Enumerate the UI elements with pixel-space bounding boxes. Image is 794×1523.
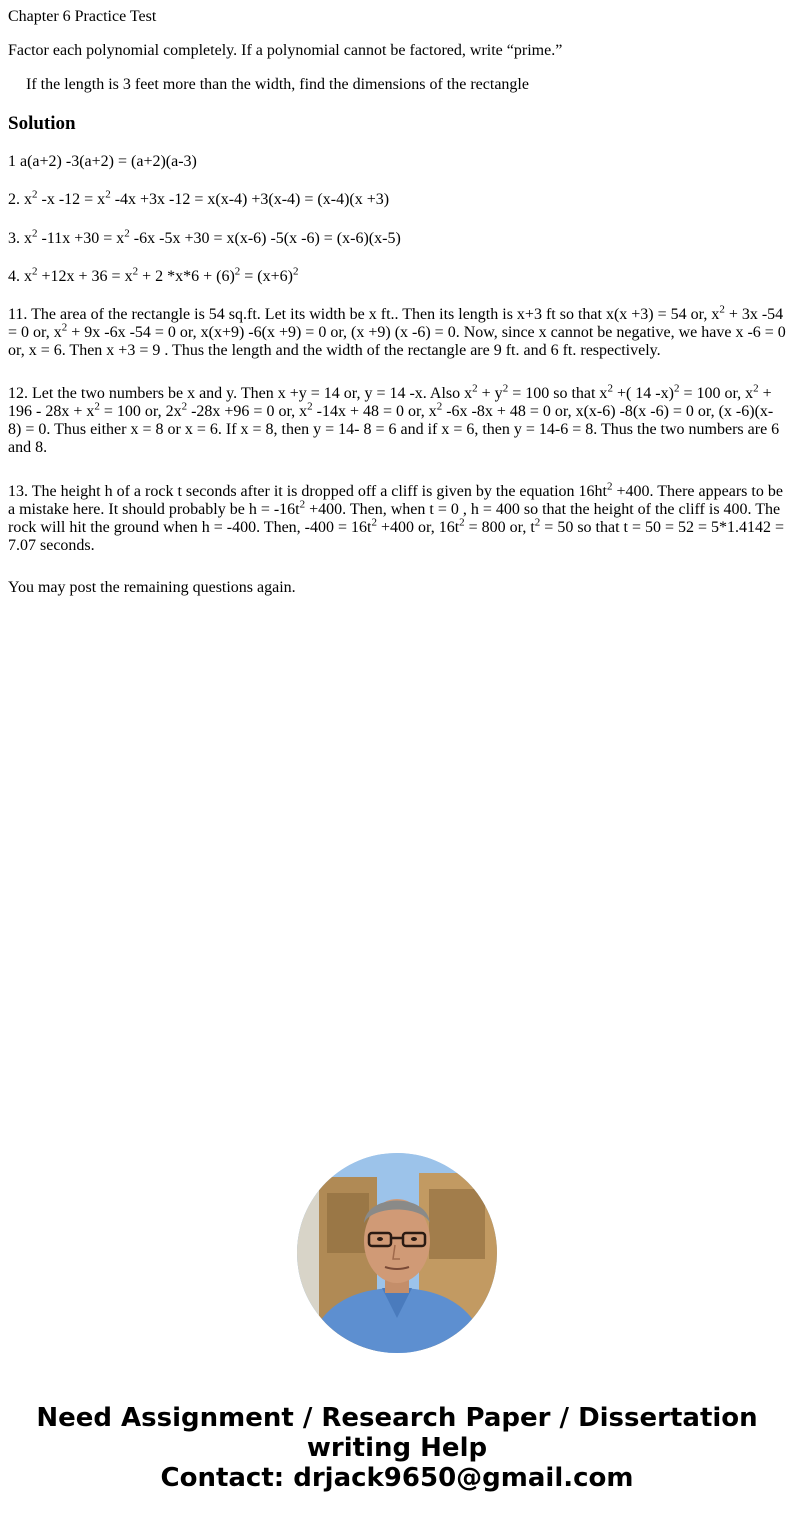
- banner-line-2: writing Help: [306, 1433, 488, 1463]
- solution-heading: Solution: [8, 113, 76, 134]
- promo-banner: [0, 1403, 794, 1493]
- author-avatar: [297, 1153, 497, 1353]
- answer-2: 2. $x^2$ -x $-12 = x^2$ -4x +3x -12 = x(x-4) +3(x-4) = (x-4)(x +3): [8, 188, 390, 208]
- answer-11: 11. The area of the rectangle is 54 sq.ft. Let its width be x ft.. Then its length is x+3 ft so that x(x +3) = 54 or, $x^2 + 3x$ -54 = 0 or, $x^2 + 9x$ -6x -54 = 0 or, x(x+9) -6(x +9) = 0 or, (x +9) (x -6) = 0. Now, since x cannot be negative, we have x -6 = 0 or, x = 6. Then x +3 = 9 . Thus the length and the width of the rectangle are 9 ft. and 6 ft. respectively.: [8, 303, 786, 359]
- question-text: If the length is 3 feet more than the width, find the dimensions of the rectangle: [26, 76, 529, 93]
- closing-text: You may post the remaining questions again.: [8, 579, 296, 596]
- answer-4: 4. $x^2 +12x + 36 = x^2 + 2$ $*x*6 + (6)^2 = (x+6)^2$: [8, 265, 299, 285]
- instructions-text: Factor each polynomial completely. If a polynomial cannot be factored, write “prime.”: [8, 42, 563, 59]
- answer-1: 1 a(a+2) -3(a+2) = (a+2)(a-3): [8, 153, 197, 170]
- answer-13: 13. The height h of a rock t seconds after it is dropped off a cliff is given by the equation $16ht^2 +400$. There appears to be a mistake here. It should probably be $h = -16t^2 +400$. Then, when t = 0 , h = 400 so that the height of the cliff is 400. The rock will hit the ground when h = -400. Then, $-400 = 16t^2 +400$ or, $16t^2 = 800$ or, $t^2 = 50$ so that t = 50 = 52 = 5*1.4142 = 7.07 seconds.: [8, 480, 785, 554]
- banner-contact: Contact: drjack9650@gmail.com: [160, 1463, 634, 1493]
- page-title: Chapter 6 Practice Test: [8, 8, 157, 25]
- banner-line-1: Need Assignment / Research Paper / Dissertation: [36, 1403, 758, 1433]
- answer-12: 12. Let the two numbers be x and y. Then x +y = 14 or, y = 14 -x. Also $x^2 + y^2 = 100$ so that $x^2$ +( 14 -x)$^2$ = 100 or, $x^2 + 196 - 28x + x^2 = 100$ or, $2x^2$ -28x +96 = 0 or, $x^2$ -14x + 48 = 0 or, $x^2$ -6x -8x + 48 = 0 or, x(x-6) -8(x -6) = 0 or, (x -6)(x-8) = 0. Thus either x = 8 or x = 6. If x = 8, then y = 14- 8 = 6 and if x = 6, then y = 14-6 = 8. Thus the two numbers are 6 and 8.: [8, 382, 780, 456]
- answer-3: 3. $x^2$ $-11x +30 = x^2$ -6x -5x +30 = x(x-6) -5(x -6) = (x-6)(x-5): [8, 227, 401, 247]
- author-portrait: [297, 1153, 497, 1353]
